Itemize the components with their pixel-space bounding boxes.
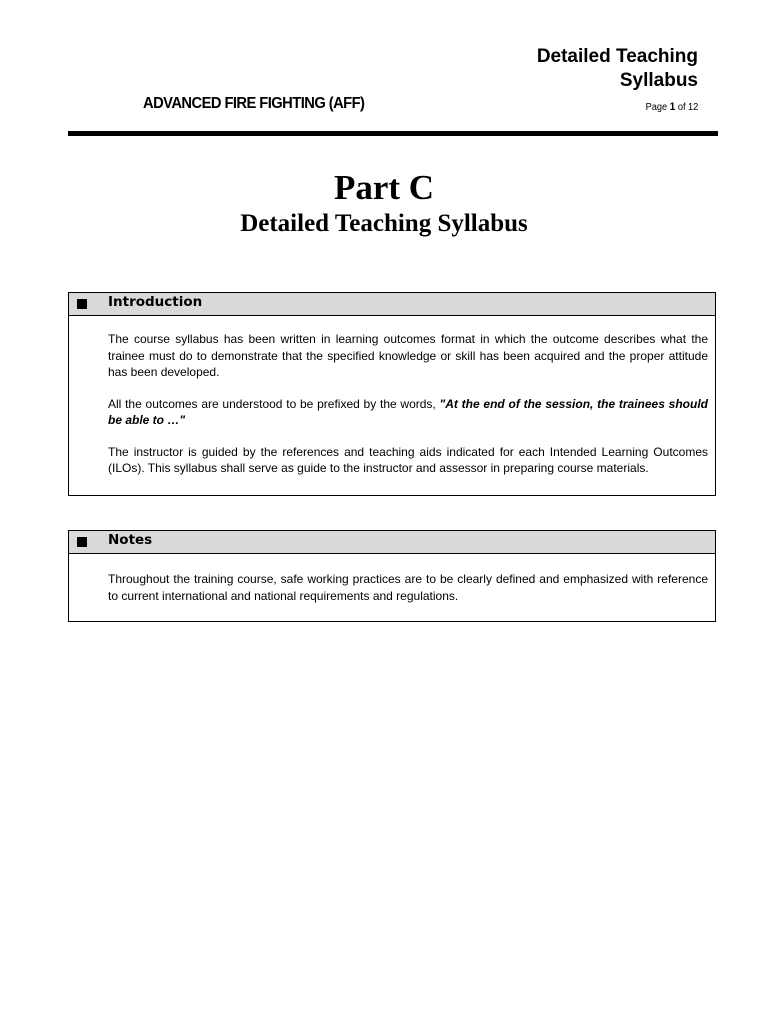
page-current: 1	[669, 101, 675, 113]
introduction-paragraph-3: The instructor is guided by the references and teaching aids indicated for each Intended Learning Outcomes (ILOs). This syllabus shall serve as guide to the instructor and assessor in preparing course materials.	[108, 444, 708, 475]
header-title-line2: Syllabus	[619, 70, 698, 91]
page-number	[645, 101, 698, 113]
header-rule	[68, 131, 718, 136]
introduction-heading: Introduction	[108, 294, 203, 310]
part-title: Part C	[333, 168, 435, 207]
introduction-header	[69, 293, 715, 316]
course-name: ADVANCED FIRE FIGHTING (AFF)	[143, 95, 365, 112]
introduction-paragraph-1: The course syllabus has been written in learning outcomes format in which the outcome describes what the trainee must do to demonstrate that the specified knowledge or skill has been acquired and the proper attitude has been developed.	[108, 332, 708, 379]
document-header-title	[398, 45, 698, 93]
square-bullet-icon	[77, 299, 87, 309]
notes-body	[69, 554, 715, 604]
introduction-paragraph-2	[108, 396, 708, 429]
introduction-section	[68, 292, 716, 496]
page-label: Page	[645, 102, 667, 113]
page-of: of	[677, 102, 686, 113]
notes-paragraph-1: Throughout the training course, safe working practices are to be clearly defined and emphasized with reference to current international and national requirements and regulations.	[108, 572, 708, 603]
notes-header	[69, 531, 715, 554]
paragraph-2-prefix: All the outcomes are understood to be prefixed by the words,	[108, 396, 440, 411]
square-bullet-icon	[77, 537, 87, 547]
introduction-body	[69, 316, 715, 477]
page-total: 12	[687, 102, 698, 113]
paragraph-2-quote: "At the end of the session, the trainees should be able to …"	[108, 396, 708, 427]
part-subtitle: Detailed Teaching Syllabus	[240, 210, 528, 237]
notes-section	[68, 530, 716, 622]
notes-heading: Notes	[108, 532, 153, 548]
header-title-line1: Detailed Teaching	[536, 46, 698, 67]
